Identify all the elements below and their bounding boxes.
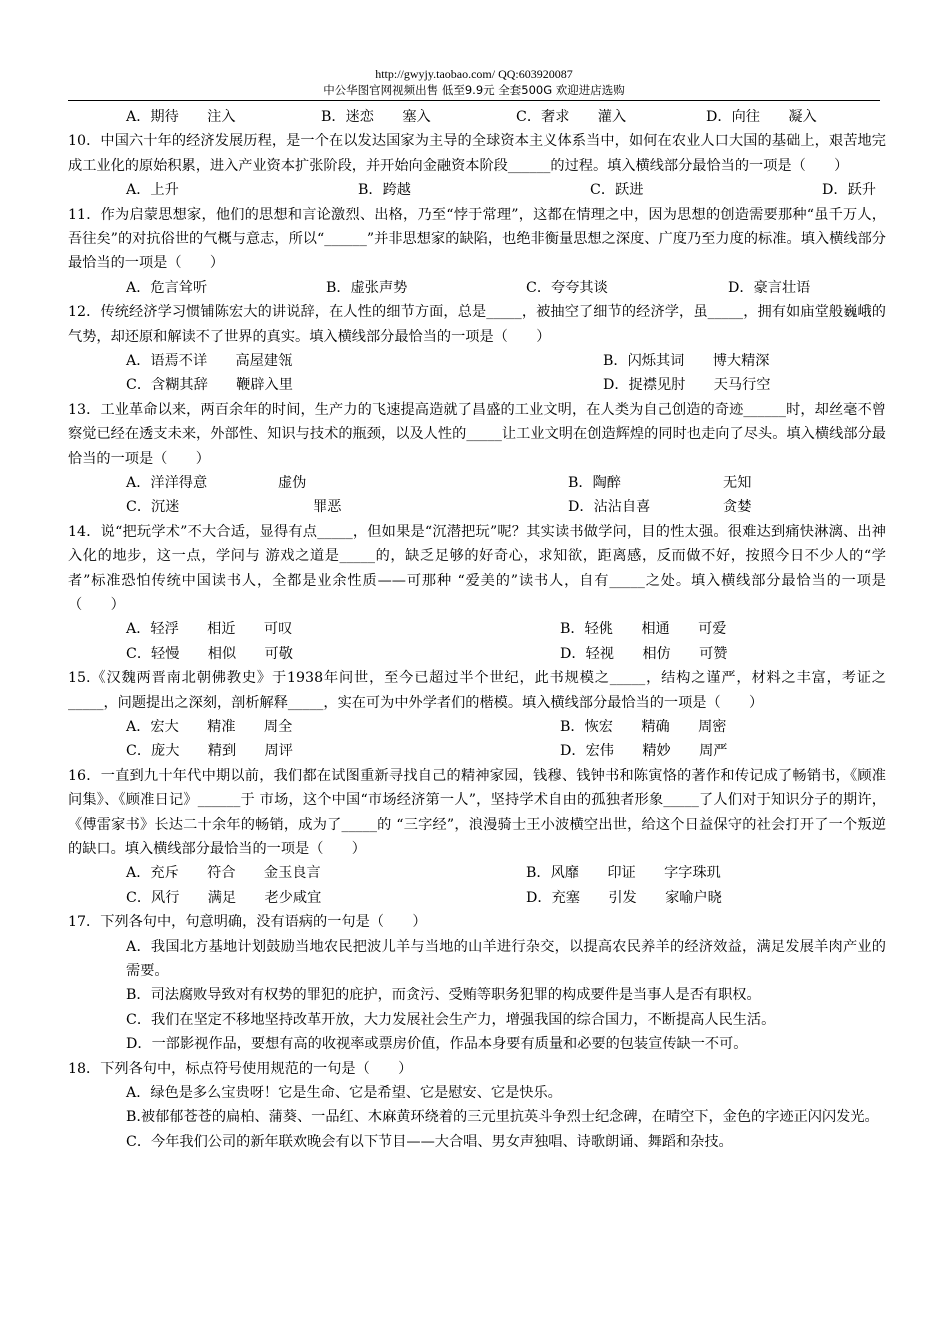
q14-stem: 14．说“把玩学术”不大合适，显得有点_____，但如果是“沉潜把玩”呢？其实读书做学问，目的性太强。很难达到痛快淋漓、出神入化的地步，这一点，学问与 游戏之道是_____的，缺乏足够的好奇心，求知欲，距离感，反而做不好，按照今日不少人的“学者”标准恐怕传统中国读书人，全都是业余性质——可那种 “爱美的”读书人，自有_____之处。填入横线部分最恰当的一项是（ ）: [68, 523, 886, 614]
q18-stem: 18．下列各句中，标点符号使用规范的一句是（ ）: [68, 1060, 413, 1077]
q15-options-row-1: [68, 715, 886, 739]
option: A．充斥 符合 金玉良言: [126, 865, 321, 882]
header-rule: [68, 100, 880, 101]
q18-option-a: A．绿色是多么宝贵呀！它是生命、它是希望、它是慰安、它是快乐。: [126, 1085, 562, 1102]
option: C．庞大 精到 周评: [126, 743, 293, 760]
q9-options-row: [68, 105, 886, 129]
option: B．恢宏 精确 周密: [560, 719, 727, 736]
q17-option-c: C．我们在坚定不移地坚持改革开放，大力发展社会生产力，增强我国的综合国力，不断提高人民生活。: [126, 1011, 776, 1028]
q14-options-row-1: [68, 617, 886, 641]
option: B．跨越: [358, 182, 411, 199]
q11-stem: 11．作为启蒙思想家，他们的思想和言论激烈、出格，乃至“悖于常理”，这都在情理之中，因为思想的创造需要那种“虽千万人，吾往矣”的对抗俗世的气概与意志，所以“______”并非思想家的缺陷，也绝非衡量思想之深度、广度乃至力度的标准。填入横线部分最恰当的一项是（ ）: [68, 206, 886, 272]
option: C．奢求 灌入: [516, 109, 627, 125]
header-ad-text: 中公华图官网视频出售 低至9.9元 全套500G 欢迎进店选购: [323, 83, 625, 97]
q13-options-row-2: [68, 495, 886, 519]
q14-options-row-2: [68, 642, 886, 666]
option: C．风行 满足 老少咸宜: [126, 889, 322, 906]
option: B．闪烁其词 博大精深: [603, 353, 770, 370]
q16-options-row-2: [68, 886, 886, 910]
option: C．沉迷: [126, 499, 180, 516]
option: A．洋洋得意: [126, 475, 208, 492]
q16-options-row-1: [68, 861, 886, 885]
option: D．轻视 相仿 可赞: [560, 645, 728, 662]
q12-stem: 12．传统经济学习惯铺陈宏大的讲说辞，在人性的细节方面，总是_____，被抽空了细节的经济学，虽_____，拥有如庙堂般巍峨的气势，却还原和解读不了世界的真实。填入横线部分最恰当的一项是（ ）: [68, 304, 886, 345]
option: D．豪言壮语: [728, 279, 811, 296]
header-url-qq: http://gwyjy.taobao.com/ QQ:603920087: [375, 67, 573, 81]
q15-stem: 15.《汉魏两晋南北朝佛教史》于1938年问世，至今已超过半个世纪，此书规模之_____，结构之谨严，材料之丰富，考证之_____，问题提出之深刻，剖析解释_____，实在可为中外学者们的楷模。填入横线部分最恰当的一项是（ ）: [68, 670, 886, 711]
option: A．危言耸听: [126, 279, 208, 296]
option: 无知: [723, 475, 752, 492]
q18-option-b: B.被郁郁苍苍的扁柏、蒲葵、一品红、木麻黄环绕着的三元里抗英斗争烈士纪念碑，在晴空下，金色的字迹正闪闪发光。: [126, 1109, 879, 1126]
option: A．上升: [126, 182, 179, 199]
option: 罪恶: [313, 499, 342, 516]
q13-options-row-1: [68, 471, 886, 495]
option: B．轻佻 相通 可爱: [560, 621, 727, 638]
q11-options-row: [68, 276, 886, 300]
q17-option-b: B．司法腐败导致对有权势的罪犯的庇护，而贪污、受贿等职务犯罪的构成要件是当事人是否有职权。: [126, 987, 761, 1004]
q17-option-d: D．一部影视作品，要想有高的收视率或票房价值，作品本身要有质量和必要的包装宣传缺一不可。: [126, 1036, 748, 1053]
option: C．夸夸其谈: [526, 279, 608, 296]
option: C．跃进: [590, 182, 644, 199]
q15-options-row-2: [68, 739, 886, 763]
option: A．语焉不详 高屋建瓴: [126, 353, 293, 370]
option: B．迷恋 塞入: [321, 109, 431, 125]
option: C．轻慢 相似 可敬: [126, 645, 293, 662]
option: 贪婪: [723, 499, 752, 516]
option: D．跃升: [822, 182, 876, 199]
q17-option-a: A．我国北方基地计划鼓励当地农民把波儿羊与当地的山羊进行杂交，以提高农民养羊的经济效益，满足发展羊肉产业的需要。: [126, 938, 886, 980]
option: A．期待 注入: [126, 109, 236, 125]
option: B．陶醉: [568, 475, 621, 492]
option: B．风靡 印证 字字珠玑: [526, 865, 721, 882]
q16-stem: 16．一直到九十年代中期以前，我们都在试图重新寻找自己的精神家园，钱穆、钱钟书和陈寅恪的著作和传记成了畅销书，《顾准问集》、《顾准日记》______于 市场，这个中国“市场经济第一人”，坚持学术自由的孤独者形象_____了人们对于知识分子的期许，《傅雷家书》长达二十余年的畅销，成为了_____的 “三字经”，浪漫骑士王小波横空出世，给这个日益保守的社会打开了一个叛逆的缺口。填入横线部分最恰当的一项是（ ）: [68, 767, 886, 858]
option: B．虚张声势: [326, 279, 408, 296]
page-header: [68, 66, 880, 98]
q12-options-row-1: [68, 349, 886, 373]
q12-options-row-2: [68, 373, 886, 397]
option: D．宏伟 精妙 周严: [560, 743, 728, 760]
q17-stem: 17．下列各句中，句意明确，没有语病的一句是（ ）: [68, 914, 427, 931]
option: A．轻浮 相近 可叹: [126, 621, 293, 638]
q10-options-row: [68, 178, 886, 202]
option: D．沾沾自喜: [568, 499, 651, 516]
option: D．向往 凝入: [706, 109, 817, 125]
q13-stem: 13．工业革命以来，两百余年的时间，生产力的飞速提高造就了昌盛的工业文明，在人类为自己创造的奇迹______时，却丝毫不曾察觉已经在透支未来，外部性、知识与技术的瓶颈，以及人性的_____让工业文明在创造辉煌的同时也走向了尽头。填入横线部分最恰当的一项是（ ）: [68, 401, 886, 467]
option: A．宏大 精准 周全: [126, 719, 293, 736]
q10-stem: 10．中国六十年的经济发展历程，是一个在以发达国家为主导的全球资本主义体系当中，如何在农业人口大国的基础上，艰苦地完成工业化的原始积累，进入产业资本扩张阶段，并开始向金融资本阶段______的过程。填入横线部分最恰当的一项是（ ）: [68, 133, 886, 174]
option: C．含糊其辞 鞭辟入里: [126, 377, 293, 394]
option: 虚伪: [278, 475, 307, 492]
q18-option-c: C．今年我们公司的新年联欢晚会有以下节目——大合唱、男女声独唱、诗歌朗诵、舞蹈和杂技。: [126, 1133, 733, 1150]
document-body: [68, 105, 886, 1154]
option: D．捉襟见肘 天马行空: [603, 377, 771, 394]
option: D．充塞 引发 家喻户晓: [526, 889, 722, 906]
